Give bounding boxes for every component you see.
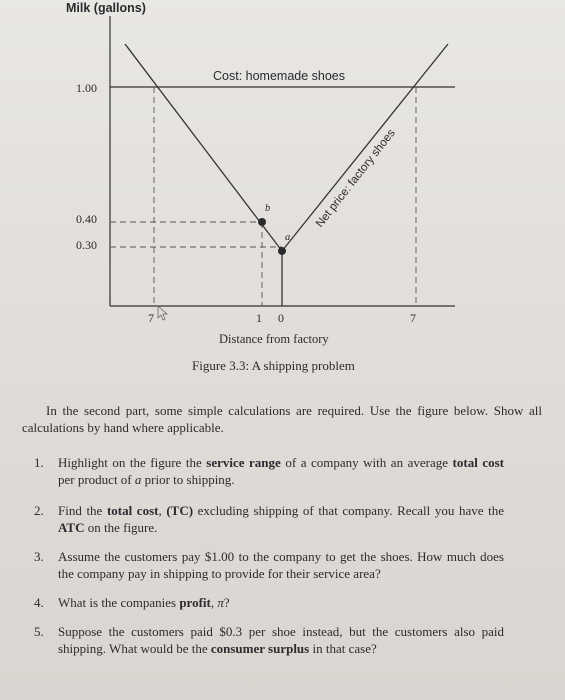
question-number: 1. bbox=[34, 455, 44, 470]
intro-paragraph: In the second part, some simple calculations are required. Use the figure below. Show all calculations by hand where applicable. bbox=[22, 403, 542, 435]
question-number: 3. bbox=[34, 549, 44, 564]
bold-term: service range bbox=[206, 455, 281, 470]
question-number: 5. bbox=[34, 624, 44, 639]
italic-term: π bbox=[217, 595, 224, 610]
question-text bbox=[58, 502, 504, 536]
question-item bbox=[34, 454, 504, 488]
question-item bbox=[34, 623, 504, 657]
question-number: 4. bbox=[34, 595, 44, 610]
question-item bbox=[34, 502, 504, 536]
question-text bbox=[58, 548, 504, 582]
y-tick-label: 1.00 bbox=[76, 81, 97, 95]
x-axis-label: Distance from factory bbox=[219, 332, 329, 346]
y-tick-label: 0.40 bbox=[76, 212, 97, 226]
y-axis-label: Milk (gallons) bbox=[66, 1, 146, 15]
text-run: ? bbox=[223, 595, 230, 610]
text-run: Highlight on the figure the bbox=[58, 455, 207, 470]
question-text bbox=[58, 454, 504, 488]
text-run: per product of bbox=[58, 472, 135, 487]
point-a-label: a bbox=[285, 232, 291, 243]
text-run: , bbox=[210, 595, 218, 610]
question-item bbox=[34, 548, 504, 582]
cost-label: Cost: homemade shoes bbox=[213, 69, 346, 83]
x-tick-label: 7 bbox=[410, 311, 416, 325]
text-run: prior to shipping. bbox=[141, 472, 235, 487]
point-b bbox=[258, 218, 266, 226]
bold-term: total cost bbox=[452, 455, 504, 470]
x-tick-label: 1 bbox=[256, 311, 262, 325]
bold-term: profit bbox=[179, 595, 211, 610]
point-b-label: b bbox=[265, 203, 271, 214]
text-run: excluding shipping of that company. Recall you have the bbox=[193, 503, 504, 518]
text-run: in that case? bbox=[309, 641, 377, 656]
text-run: What is the companies bbox=[58, 595, 180, 610]
x-tick-label: 0 bbox=[278, 311, 284, 325]
question-list bbox=[34, 454, 504, 669]
mouse-cursor-icon bbox=[158, 306, 167, 320]
net-price-label: Net price: factory shoes bbox=[313, 127, 398, 230]
question-text bbox=[58, 594, 504, 611]
bold-term: consumer surplus bbox=[210, 641, 310, 656]
text-run: of a company with an average bbox=[280, 455, 453, 470]
question-number: 2. bbox=[34, 503, 44, 518]
bold-term: total cost bbox=[106, 503, 159, 518]
bold-term: ATC bbox=[58, 520, 85, 535]
y-tick-label: 0.30 bbox=[76, 238, 97, 252]
bold-term: (TC) bbox=[166, 503, 194, 518]
italic-term: a bbox=[134, 472, 142, 487]
text-run: Assume the customers pay $1.00 to the company to get the shoes. How much does the company pay in shipping to provide for their service area? bbox=[58, 549, 504, 581]
text-run: Find the bbox=[58, 503, 107, 518]
text-run: , bbox=[158, 503, 167, 518]
x-tick-label: 7 bbox=[148, 311, 154, 325]
question-item bbox=[34, 594, 504, 611]
figure-caption: Figure 3.3: A shipping problem bbox=[192, 358, 355, 373]
text-run: on the figure. bbox=[84, 520, 158, 535]
text-run: Suppose the customers paid $0.3 per shoe instead, but the customers also paid shipping. What would be the bbox=[58, 624, 504, 656]
point-a bbox=[278, 247, 286, 255]
question-text bbox=[58, 623, 504, 657]
